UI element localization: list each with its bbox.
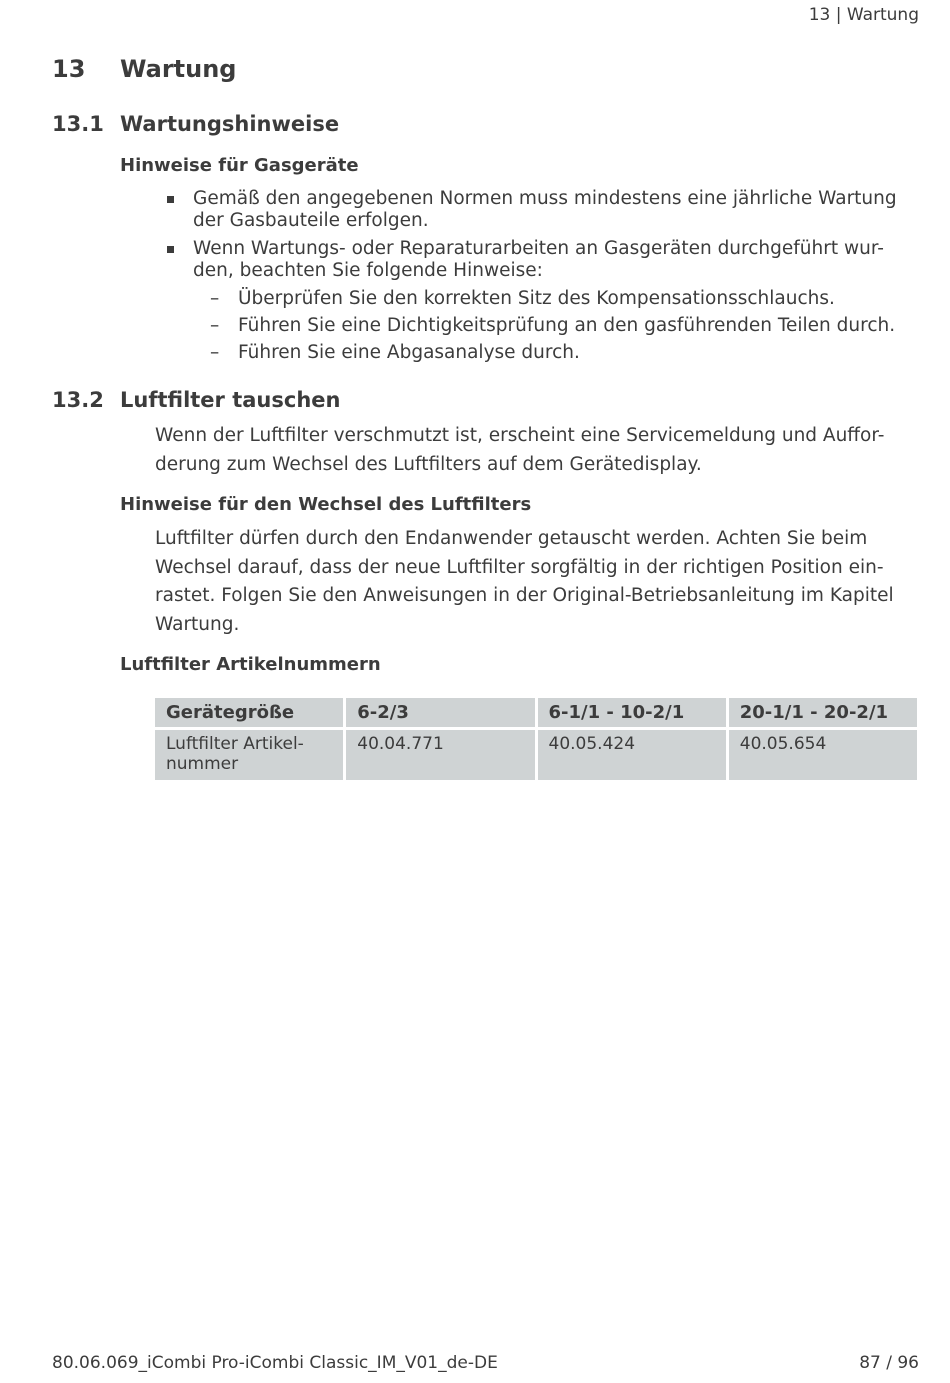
- section-number: 13.1: [52, 112, 104, 136]
- paragraph-line: Wechsel darauf, dass der neue Luftfilter sorgfältig in der richtigen Position ein-: [155, 556, 884, 578]
- filter-paragraph: [155, 525, 922, 639]
- sub-list-item: [210, 315, 922, 337]
- paragraph-line: derung zum Wechsel des Luftfilters auf dem Gerätedisplay.: [155, 453, 702, 475]
- section-title: Wartungshinweise: [120, 112, 340, 136]
- paragraph-line: Wartung.: [155, 613, 240, 635]
- paragraph-line: Luftfilter dürfen durch den Endanwender getauscht werden. Achten Sie beim: [155, 528, 868, 549]
- subheading-gas: Hinweise für Gasgeräte: [120, 155, 359, 176]
- row-label-line: nummer: [166, 754, 239, 774]
- intro-paragraph: [155, 422, 922, 479]
- dash-icon: –: [210, 315, 220, 336]
- row-label-line: Luftfilter Artikel-: [166, 734, 304, 754]
- table-cell: 40.05.424: [538, 730, 726, 780]
- sub-list-item-text: Überprüfen Sie den korrekten Sitz des Kompensationsschlauchs.: [238, 288, 835, 309]
- dash-icon: –: [210, 288, 220, 309]
- dash-icon: –: [210, 342, 220, 363]
- chapter-title: Wartung: [120, 55, 237, 83]
- table-header-cell: 6-2/3: [346, 698, 534, 727]
- bullet-icon: [167, 196, 174, 203]
- list-item-line: Gemäß den angegebenen Normen muss mindestens eine jährliche Wartung: [193, 188, 897, 209]
- list-item: [167, 238, 922, 282]
- table-cell: 40.05.654: [729, 730, 917, 780]
- section-title: Luftfilter tauschen: [120, 388, 341, 412]
- table-row: [155, 730, 917, 780]
- bullet-icon: [167, 246, 174, 253]
- sub-list-item-text: Führen Sie eine Dichtigkeitsprüfung an den gasführenden Teilen durch.: [238, 315, 896, 336]
- table-header-cell: 20-1/1 - 20-2/1: [729, 698, 917, 727]
- running-header: 13 | Wartung: [808, 5, 919, 25]
- section-number: 13.2: [52, 388, 104, 412]
- chapter-number: 13: [52, 55, 86, 83]
- part-number-table: [152, 695, 920, 783]
- list-item: [167, 188, 922, 232]
- list-item-line: der Gasbauteile erfolgen.: [193, 210, 429, 231]
- subheading-filter-change: Hinweise für den Wechsel des Luftfilters: [120, 494, 532, 515]
- list-item-line: den, beachten Sie folgende Hinweise:: [193, 260, 543, 281]
- table-row-label: [155, 730, 343, 780]
- sub-list-item: [210, 288, 922, 310]
- footer-document-id: 80.06.069_iCombi Pro-iCombi Classic_IM_V01_de-DE: [52, 1353, 498, 1373]
- table-cell: 40.04.771: [346, 730, 534, 780]
- footer-page-number: 87 / 96: [859, 1353, 919, 1373]
- table-header-cell: 6-1/1 - 10-2/1: [538, 698, 726, 727]
- sub-list-item: [210, 342, 922, 364]
- paragraph-line: rastet. Folgen Sie den Anweisungen in der Original-Betriebsanleitung im Kapitel: [155, 585, 894, 606]
- table-header-cell: Gerätegröße: [155, 698, 343, 727]
- paragraph-line: Wenn der Luftfilter verschmutzt ist, erscheint eine Servicemeldung und Auffor-: [155, 425, 885, 446]
- sub-list-item-text: Führen Sie eine Abgasanalyse durch.: [238, 342, 580, 363]
- subheading-part-numbers: Luftfilter Artikelnummern: [120, 654, 381, 675]
- table-header-row: [155, 698, 917, 727]
- list-item-line: Wenn Wartungs- oder Reparaturarbeiten an Gasgeräten durchgeführt wur-: [193, 238, 884, 259]
